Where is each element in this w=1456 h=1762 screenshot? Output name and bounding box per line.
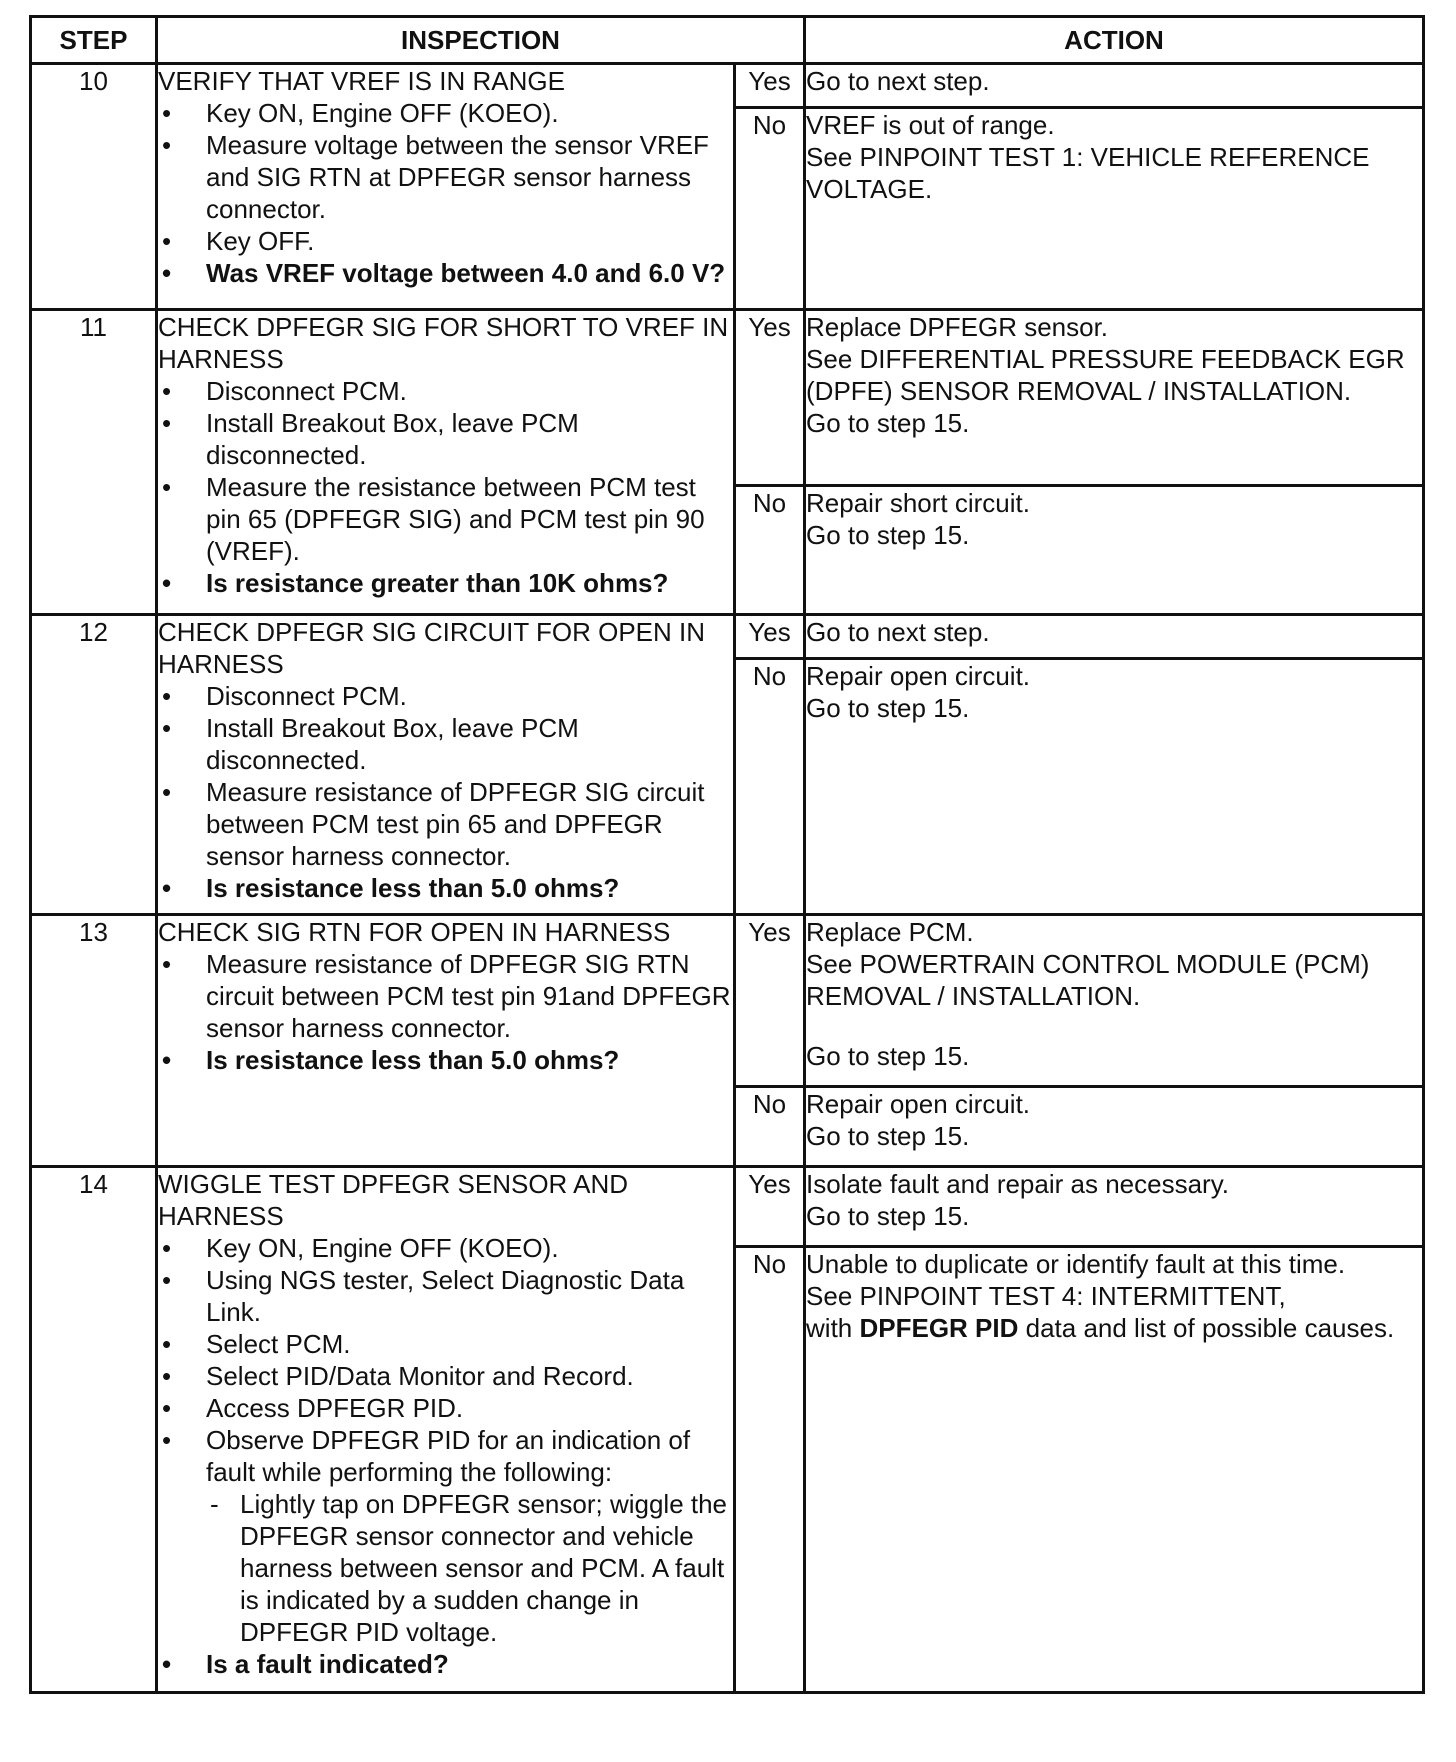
action-line: See POWERTRAIN CONTROL MODULE (PCM) REMOVAL / INSTALLATION. bbox=[806, 949, 1370, 1011]
inspection-title: VERIFY THAT VREF IS IN RANGE bbox=[158, 66, 565, 96]
no-label: No bbox=[735, 486, 805, 615]
inspection-bullet: • Key ON, Engine OFF (KOEO). bbox=[158, 1232, 733, 1264]
inspection-question: • Is resistance less than 5.0 ohms? bbox=[158, 872, 733, 904]
inspection-question: • Is resistance greater than 10K ohms? bbox=[158, 567, 733, 599]
action-line: VREF is out of range. bbox=[806, 110, 1055, 140]
inspection-bullet: • Install Breakout Box, leave PCM disconnected. bbox=[158, 712, 733, 776]
action-line: Go to step 15. bbox=[806, 693, 970, 723]
yes-action bbox=[805, 1167, 1424, 1247]
inspection-cell bbox=[157, 310, 735, 615]
no-action bbox=[805, 108, 1424, 310]
action-line: with DPFEGR PID data and list of possible causes. bbox=[806, 1313, 1395, 1343]
no-action bbox=[805, 1247, 1424, 1693]
yes-action bbox=[805, 615, 1424, 659]
action-line: Replace DPFEGR sensor. bbox=[806, 312, 1109, 342]
no-label: No bbox=[735, 108, 805, 310]
inspection-bullet: • Measure voltage between the sensor VREF and SIG RTN at DPFEGR sensor harness connector. bbox=[158, 129, 733, 225]
step-header: STEP bbox=[31, 17, 157, 64]
action-line: Repair short circuit. bbox=[806, 488, 1030, 518]
step-number: 11 bbox=[31, 310, 157, 615]
inspection-cell bbox=[157, 64, 735, 310]
step-number: 10 bbox=[31, 64, 157, 310]
inspection-header: INSPECTION bbox=[157, 17, 805, 64]
action-line: Go to next step. bbox=[806, 66, 990, 96]
action-line: Unable to duplicate or identify fault at this time. bbox=[806, 1249, 1346, 1279]
step-10-group bbox=[31, 64, 1424, 310]
action-line: Repair open circuit. bbox=[806, 661, 1031, 691]
inspection-bullet: • Select PCM. bbox=[158, 1328, 733, 1360]
diagnostic-document bbox=[29, 15, 1422, 1694]
inspection-cell bbox=[157, 615, 735, 915]
yes-label: Yes bbox=[735, 64, 805, 108]
step-11-group bbox=[31, 310, 1424, 615]
action-line: Go to step 15. bbox=[806, 1121, 970, 1151]
no-label: No bbox=[735, 1087, 805, 1167]
step-14-group bbox=[31, 1167, 1424, 1693]
pinpoint-test-table bbox=[29, 15, 1425, 1694]
inspection-title: CHECK SIG RTN FOR OPEN IN HARNESS bbox=[158, 917, 671, 947]
no-action bbox=[805, 1087, 1424, 1167]
action-line: Isolate fault and repair as necessary. bbox=[806, 1169, 1229, 1199]
inspection-title: CHECK DPFEGR SIG FOR SHORT TO VREF IN HARNESS bbox=[158, 312, 729, 374]
action-line: Go to step 15. bbox=[806, 520, 970, 550]
action-line: Go to step 15. bbox=[806, 1041, 970, 1071]
yes-label: Yes bbox=[735, 310, 805, 486]
step-number: 12 bbox=[31, 615, 157, 915]
step-13-group bbox=[31, 915, 1424, 1167]
no-action bbox=[805, 486, 1424, 615]
yes-action bbox=[805, 64, 1424, 108]
action-line: Go to next step. bbox=[806, 617, 990, 647]
inspection-bullet: • Access DPFEGR PID. bbox=[158, 1392, 733, 1424]
inspection-bullet: • Key ON, Engine OFF (KOEO). bbox=[158, 97, 733, 129]
inspection-title: WIGGLE TEST DPFEGR SENSOR AND HARNESS bbox=[158, 1169, 629, 1231]
header-row bbox=[31, 17, 1424, 64]
inspection-question: • Is resistance less than 5.0 ohms? bbox=[158, 1044, 733, 1076]
action-line bbox=[806, 1012, 1422, 1040]
inspection-bullet: • Measure the resistance between PCM test pin 65 (DPFEGR SIG) and PCM test pin 90 (VREF). bbox=[158, 471, 733, 567]
inspection-cell bbox=[157, 1167, 735, 1693]
inspection-bullet: • Disconnect PCM. bbox=[158, 375, 733, 407]
action-line: Go to step 15. bbox=[806, 1201, 970, 1231]
inspection-bullet bbox=[158, 1424, 733, 1648]
action-line: See DIFFERENTIAL PRESSURE FEEDBACK EGR (DPFE) SENSOR REMOVAL / INSTALLATION. bbox=[806, 344, 1405, 406]
action-line: See PINPOINT TEST 1: VEHICLE REFERENCE VOLTAGE. bbox=[806, 142, 1370, 204]
inspection-bullet: • Key OFF. bbox=[158, 225, 733, 257]
step-number: 14 bbox=[31, 1167, 157, 1693]
inspection-bullet: • Measure resistance of DPFEGR SIG circuit between PCM test pin 65 and DPFEGR sensor harness connector. bbox=[158, 776, 733, 872]
yes-label: Yes bbox=[735, 915, 805, 1087]
step-12-group bbox=[31, 615, 1424, 915]
yes-label: Yes bbox=[735, 1167, 805, 1247]
action-line: Replace PCM. bbox=[806, 917, 974, 947]
bold-phrase: DPFEGR PID bbox=[859, 1313, 1019, 1343]
inspection-bullet-text: Observe DPFEGR PID for an indication of fault while performing the following: bbox=[206, 1425, 691, 1487]
step-number: 13 bbox=[31, 915, 157, 1167]
yes-action bbox=[805, 310, 1424, 486]
inspection-bullet: • Disconnect PCM. bbox=[158, 680, 733, 712]
inspection-bullet: • Select PID/Data Monitor and Record. bbox=[158, 1360, 733, 1392]
action-header: ACTION bbox=[805, 17, 1424, 64]
no-action bbox=[805, 659, 1424, 915]
no-label: No bbox=[735, 659, 805, 915]
action-line: Go to step 15. bbox=[806, 408, 970, 438]
inspection-subbullet: - Lightly tap on DPFEGR sensor; wiggle the DPFEGR sensor connector and vehicle harness between sensor and PCM. A fault is indicated by a sudden change in DPFEGR PID voltage. bbox=[206, 1488, 733, 1648]
inspection-bullet: • Measure resistance of DPFEGR SIG RTN circuit between PCM test pin 91and DPFEGR sensor harness connector. bbox=[158, 948, 733, 1044]
inspection-question: • Was VREF voltage between 4.0 and 6.0 V? bbox=[158, 257, 733, 289]
inspection-bullet: • Install Breakout Box, leave PCM disconnected. bbox=[158, 407, 733, 471]
inspection-question: • Is a fault indicated? bbox=[158, 1648, 733, 1680]
action-line: Repair open circuit. bbox=[806, 1089, 1031, 1119]
inspection-cell bbox=[157, 915, 735, 1167]
no-label: No bbox=[735, 1247, 805, 1693]
yes-action bbox=[805, 915, 1424, 1087]
inspection-title: CHECK DPFEGR SIG CIRCUIT FOR OPEN IN HARNESS bbox=[158, 617, 706, 679]
action-line: See PINPOINT TEST 4: INTERMITTENT, bbox=[806, 1281, 1286, 1311]
inspection-bullet: • Using NGS tester, Select Diagnostic Data Link. bbox=[158, 1264, 733, 1328]
yes-label: Yes bbox=[735, 615, 805, 659]
